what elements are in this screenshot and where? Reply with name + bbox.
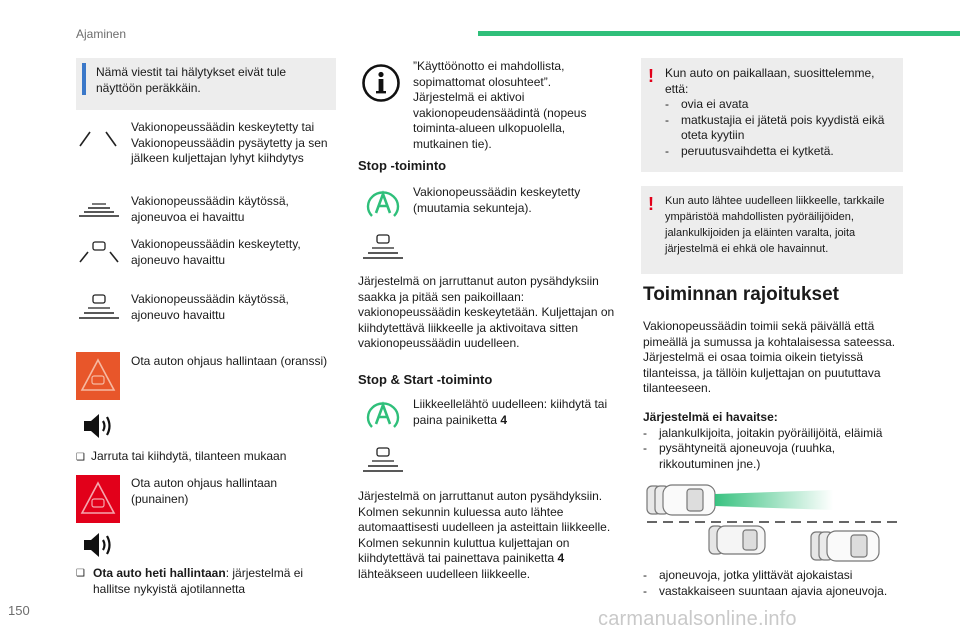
cruise-paused-vehicle-icon: [78, 240, 120, 264]
stopstart-paragraph-a: Järjestelmä on jarruttanut auton pysähdyksiin. Kolmen sekunnin kuluessa auto lähtee automaattisesti uudelleen ja asteittain liikkeelle. Kolmen sekunnin kuluttua kuljettajan on kiihdytettävä tai painettava painiketta: [358, 489, 611, 565]
stop-title: Stop -toiminto: [358, 158, 447, 173]
stopstart-icon-button-number: 4: [500, 412, 508, 427]
list-item: [643, 426, 907, 442]
list-dash: -: [665, 143, 669, 158]
stopstart-a-icon: [365, 399, 401, 431]
list-item-text: matkustajia ei jätetä pois kyydistä eikä oteta kyytiin: [681, 112, 885, 142]
info-note-marker: [82, 63, 86, 95]
speaker-icon: [82, 531, 116, 559]
item-4-text: Vakionopeussäädin käytössä, ajoneuvo havaittu: [131, 292, 289, 322]
cruise-active-vehicle-icon: [78, 294, 120, 320]
list-item-text: vastakkaiseen suuntaan ajavia ajoneuvoja.: [659, 583, 888, 598]
cruise-paused-icon: [78, 128, 118, 148]
warning-1: [665, 66, 897, 159]
stopstart-road-vehicle-icon: [362, 447, 404, 473]
item-1-text: Vakionopeussäädin keskeytetty tai Vakionopeussäädin pysäytetty ja sen jälkeen kuljettajan lyhyt kiihdytys: [131, 120, 328, 165]
warning-1-intro: Kun auto on paikallaan, suosittelemme, että:: [665, 66, 875, 96]
accelerate-bullet: [76, 449, 336, 466]
bullet-marker: ❑: [76, 452, 85, 463]
list-item-text: ajoneuvoja, jotka ylittävät ajokaistasi: [659, 568, 853, 582]
header-rule: [478, 31, 960, 36]
not-detected-title: Järjestelmä ei havaitse:: [643, 410, 778, 424]
stopped-cars: [709, 526, 879, 561]
item-5-text: Ota auton ohjaus hallintaan (oranssi): [131, 354, 328, 368]
list-dash: -: [643, 568, 647, 582]
stopstart-icon-text-a: Liikkeellelähtö uudelleen: kiihdytä tai paina painiketta: [413, 397, 608, 427]
item-2-text: Vakionopeussäädin käytössä, ajoneuvoa ei havaittu: [131, 194, 289, 224]
final-bullet-rest: : järjestelmä ei hallitse nykyistä ajotilannetta: [93, 566, 304, 596]
not-detected-block: [643, 410, 907, 472]
stopstart-paragraph-number: 4: [557, 551, 565, 565]
stopstart-title: Stop & Start -toiminto: [358, 372, 493, 387]
list-item: [665, 97, 897, 113]
watermark: carmanualsonline.info: [598, 608, 797, 630]
final-bullet-bold: Ota auto heti hallintaan: [93, 566, 226, 580]
speaker-icon: [82, 412, 116, 440]
list-item: [643, 568, 907, 584]
radar-beam: [715, 490, 833, 510]
info-note-text: Nämä viestit tai hälytykset eivät tule näyttöön peräkkäin.: [96, 65, 287, 95]
stopstart-icon-text: [413, 397, 623, 428]
page-number: 150: [8, 603, 30, 618]
limitations-paragraph: Vakionopeussäädin toimii sekä päivällä että pimeällä ja sumussa ja kohtalaisessa sateessa. Järjestelmä ei osaa toimia oikein tietyissä tilanteissa, ja tällöin kuljettajan on puututtava tilanteeseen.: [643, 319, 896, 395]
list-item: [643, 441, 907, 472]
list-dash: -: [643, 441, 647, 455]
cruise-active-road-icon: [78, 198, 120, 218]
bottom-list: [643, 568, 907, 599]
traffic-illustration: [641, 478, 907, 571]
list-item-text: ovia ei avata: [681, 97, 749, 111]
list-item-text: jalankulkijoita, joitakin pyöräilijöitä, eläimiä: [659, 425, 883, 440]
info-icon: [361, 63, 401, 103]
bullet-marker: ❑: [76, 568, 85, 579]
final-bullet-text: [93, 566, 338, 597]
accelerate-bullet-text: Jarruta tai kiihdytä, tilanteen mukaan: [90, 449, 287, 463]
list-item: [665, 113, 897, 144]
list-dash: -: [643, 583, 647, 598]
stop-a-icon: [365, 188, 401, 220]
list-dash: -: [665, 97, 669, 111]
list-item: [665, 144, 897, 160]
ego-car: [647, 485, 715, 515]
warning-icon: !: [648, 66, 654, 86]
stop-paragraph: Järjestelmä on jarruttanut auton pysähdyksiin saakka ja pitää sen paikoillaan: vakionopeussäädin keskeytetään. Kuljettajan on kiihdytettävä liikkeelle ja aktivoitava sitten vakionopeussäädin uudelleen.: [358, 274, 615, 350]
warning-icon: !: [648, 194, 654, 214]
final-bullet: [76, 566, 338, 597]
take-control-orange-icon: [76, 352, 120, 400]
stop-road-vehicle-icon: [362, 234, 404, 260]
list-dash: -: [643, 425, 647, 440]
info-text: ”Käyttöönotto ei mahdollista, sopimattomat olosuhteet”. Järjestelmä ei aktivoi vakionopeudensäädintä (nopeus toiminta-alueen ulkopuolella, mutkainen tie).: [413, 59, 587, 151]
section-label: Ajaminen: [76, 27, 127, 41]
list-item-text: pysähtyneitä ajoneuvoja (ruuhka, rikkoutuminen jne.): [659, 441, 836, 471]
warning-2-text: Kun auto lähtee uudelleen liikkeelle, tarkkaile ympäristöä mahdollisten pyöräilijöiden, jalankulkijoiden ja eläinten varalta, joita järjestelmä ei ehkä ole havainnut.: [665, 195, 885, 255]
limitations-title: Toiminnan rajoitukset: [643, 284, 840, 305]
list-item: [643, 584, 907, 600]
stopstart-paragraph-c: lähteäkseen uudelleen liikkeelle.: [358, 566, 531, 581]
item-3-text: Vakionopeussäädin keskeytetty, ajoneuvo havaittu: [131, 237, 301, 267]
list-dash: -: [665, 112, 669, 127]
list-item-text: peruutusvaihdetta ei kytketä.: [681, 143, 834, 158]
stopstart-paragraph: [358, 489, 620, 582]
red-alert-text: Ota auton ohjaus hallintaan (punainen): [131, 476, 278, 506]
stop-icon-text: Vakionopeussäädin keskeytetty (muutamia sekunteja).: [413, 185, 581, 215]
take-control-red-icon: [76, 475, 120, 523]
